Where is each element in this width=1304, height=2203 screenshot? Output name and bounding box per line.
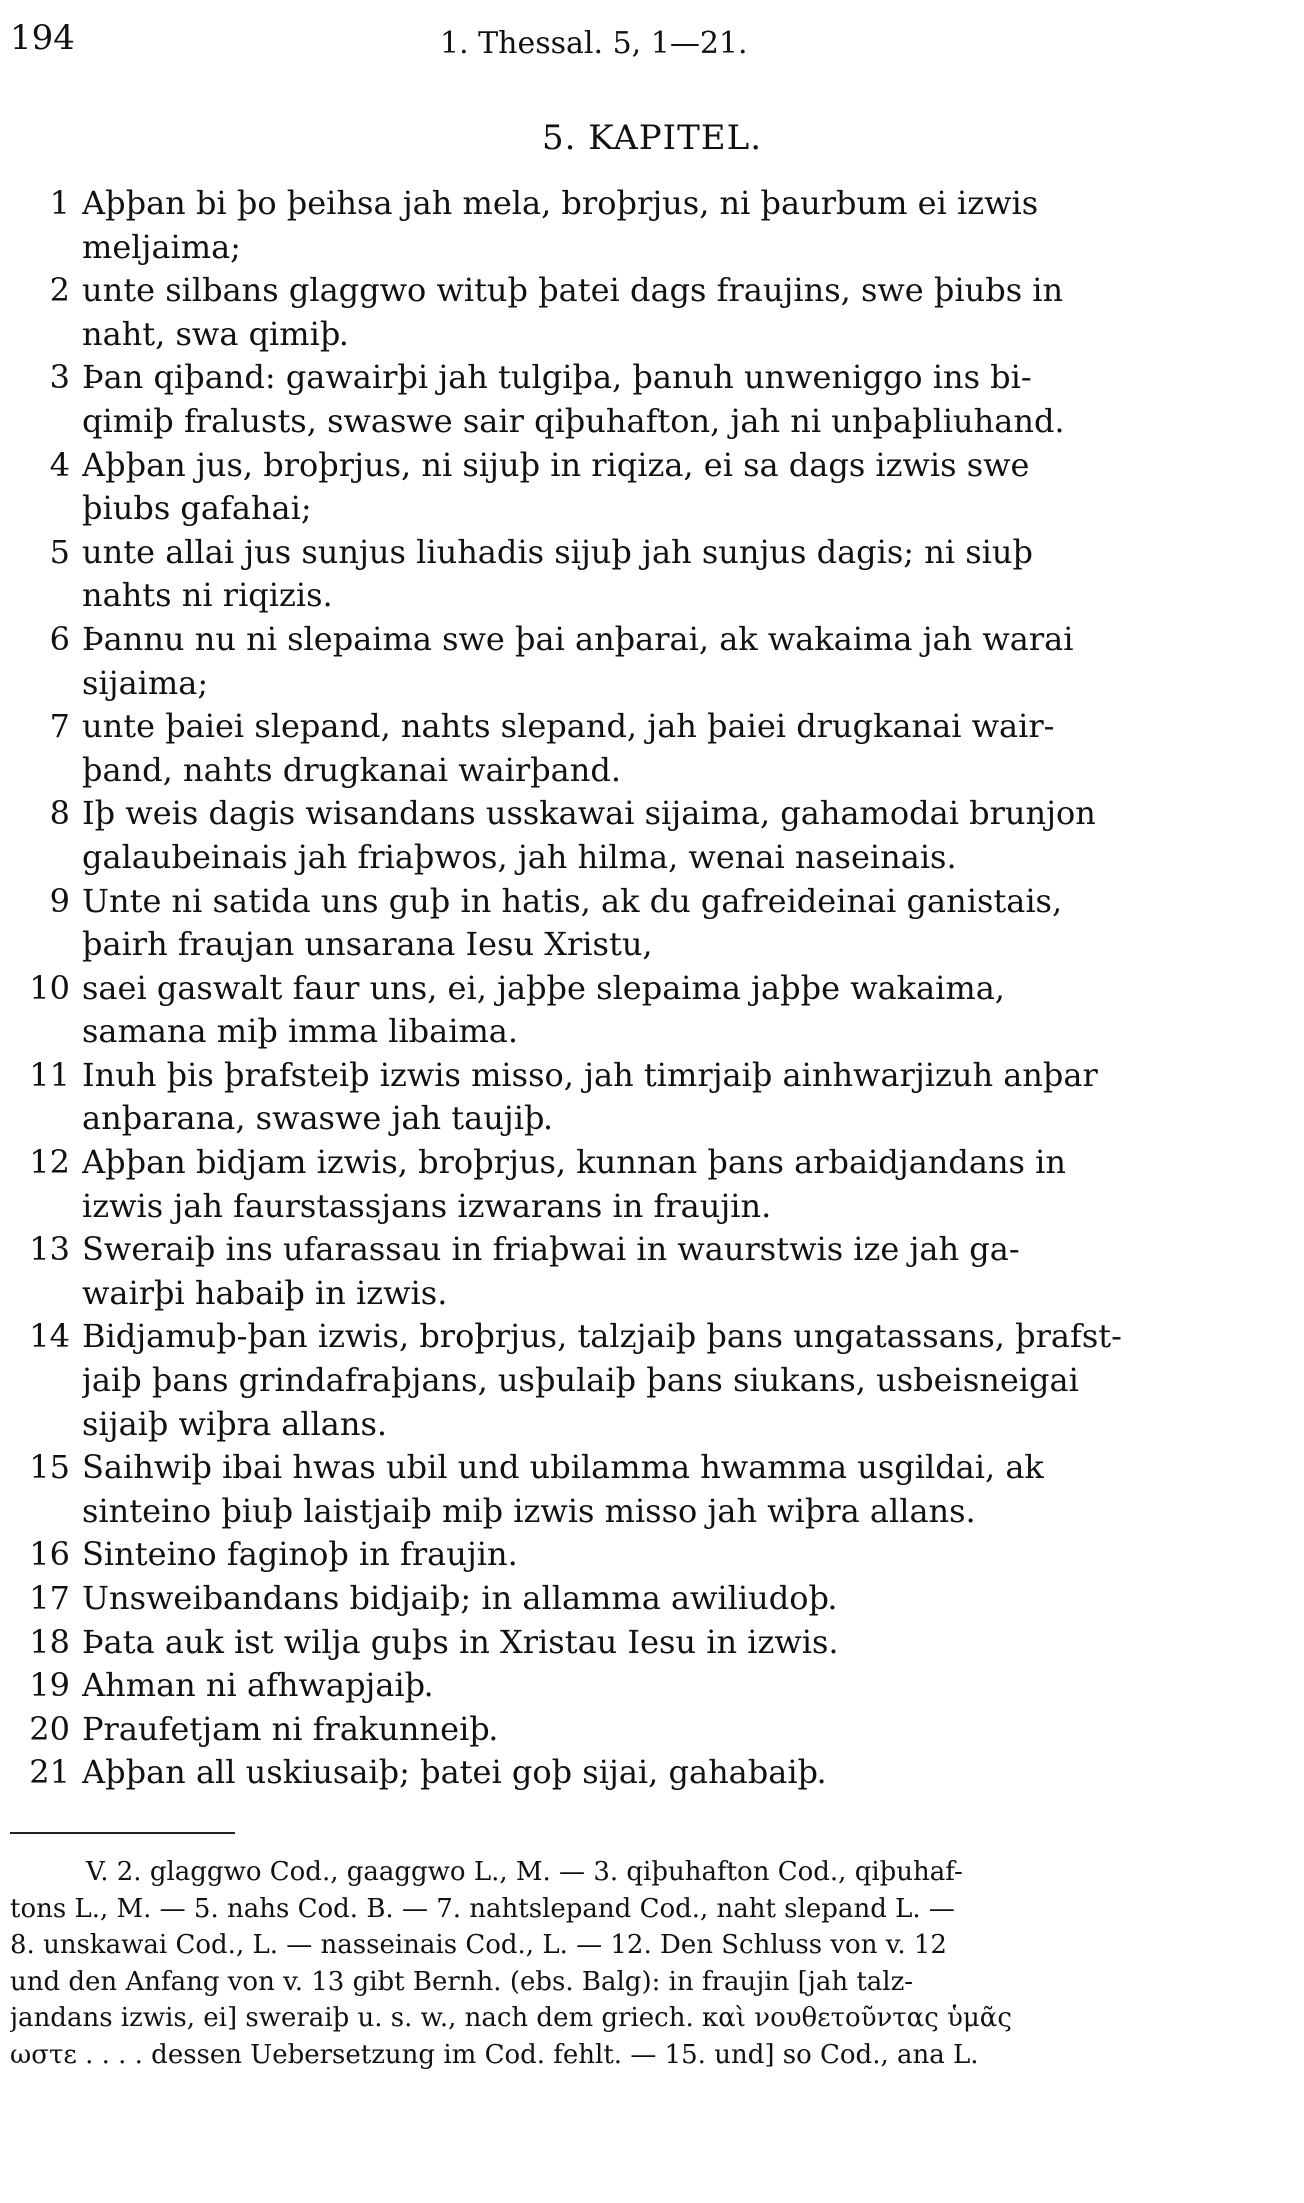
verse [10,1533,1190,1577]
verse-number: 14 [29,1317,70,1356]
verse-line: Þannu nu ni slepaima swe þai anþarai, ak wakaima jah warai [82,619,1074,658]
verse-line: Bidjamuþ-þan izwis, broþrjus, talzjaiþ þans ungatassans, þrafst- [82,1317,1122,1356]
verse-text [82,792,1190,879]
verse-number: 7 [49,707,70,746]
verse-number: 6 [49,619,70,658]
verse-line: þiubs gafahai; [82,489,312,528]
verse-line: izwis jah faurstassjans izwarans in fraujin. [82,1186,772,1225]
verse-line: Þata auk ist wilja guþs in Xristau Iesu in izwis. [82,1622,839,1661]
verse-text [82,880,1190,967]
verse-number: 16 [29,1535,70,1574]
verse-number: 1 [49,184,70,222]
page-header [10,18,1244,78]
verse-line: Praufetjam ni frakunneiþ. [82,1709,499,1748]
verse-line: Aþþan all uskiusaiþ; þatei goþ sijai, gahabaiþ. [82,1753,827,1792]
verse-text [82,1054,1190,1141]
verse [10,705,1190,792]
footnote-line: und den Anfang von v. 13 gibt Bernh. (ebs. Balg): in fraujin [jah talz- [10,1966,914,1997]
verse-text [82,531,1190,618]
verse [10,1446,1190,1533]
verse-line: sijaima; [82,663,209,702]
verse-number: 4 [49,445,70,484]
verse [10,356,1190,443]
footnote-line: 8. unskawai Cod., L. — nasseinais Cod., L. — 12. Den Schluss von v. 12 [10,1930,947,1961]
footnote-divider [10,1832,235,1834]
verse-number: 10 [29,968,70,1007]
verse [10,1751,1190,1795]
verse-line: wairþi habaiþ in izwis. [82,1273,448,1312]
verse-text [82,1621,1190,1665]
verse-number: 21 [29,1753,70,1792]
verse [10,1315,1190,1446]
verse-line: Iþ weis dagis wisandans usskawai sijaima, gahamodai brunjon [82,794,1096,833]
chapter-title: 5. KAPITEL. [541,118,762,158]
verse-text [82,1141,1190,1228]
footnote-line: tons L., M. — 5. nahs Cod. B. — 7. nahtslepand Cod., naht slepand L. — [10,1893,955,1924]
verse-line: Sweraiþ ins ufarassau in friaþwai in waurstwis ize jah ga- [82,1230,1020,1269]
footnote-line: ωστε . . . . dessen Uebersetzung im Cod. fehlt. — 15. und] so Cod., ana L. [10,2039,979,2070]
verse-line: Ahman ni afhwapjaiþ. [82,1666,434,1705]
verse-number: 8 [49,794,70,833]
verse [10,1664,1190,1708]
verse [10,1141,1190,1228]
verse-line: Unsweibandans bidjaiþ; in allamma awiliudoþ. [82,1579,838,1617]
verse-line: meljaima; [82,227,241,266]
verse-line: Aþþan bidjam izwis, broþrjus, kunnan þans arbaidjandans in [82,1143,1066,1182]
verse-number: 17 [29,1579,70,1617]
verse-text [82,1533,1190,1577]
verse-line: qimiþ fralusts, swaswe sair qiþuhafton, jah ni unþaþliuhand. [82,401,1065,440]
verse-line: jaiþ þans grindafraþjans, usþulaiþ þans siukans, usbeisneigai [82,1361,1079,1400]
verse-line: naht, swa qimiþ. [82,314,349,353]
page-number: 194 [10,18,75,58]
footnotes [10,1854,1190,2074]
verse-text [82,1751,1190,1795]
verse-number: 19 [29,1666,70,1705]
verse-line: Saihwiþ ibai hwas ubil und ubilamma hwamma usgildai, ak [82,1448,1044,1487]
verse-text [82,1315,1190,1446]
verse-number: 9 [49,881,70,920]
verse-line: Þan qiþand: gawairþi jah tulgiþa, þanuh unweniggo ins bi- [82,358,1032,397]
verse-number: 11 [29,1055,70,1094]
verse-text [82,618,1190,705]
verse-text [82,182,1190,269]
verse-text [82,356,1190,443]
verse-line: þand, nahts drugkanai wairþand. [82,750,622,789]
verse-line: sinteino þiuþ laistjaiþ miþ izwis misso jah wiþra allans. [82,1491,976,1530]
running-title: 1. Thessal. 5, 1—21. [440,26,748,61]
verse-list [10,182,1190,1795]
verse-text [82,444,1190,531]
verse-line: Aþþan bi þo þeihsa jah mela, broþrjus, ni þaurbum ei izwis [82,184,1039,222]
verse-line: unte þaiei slepand, nahts slepand, jah þaiei drugkanai wair- [82,707,1055,746]
verse [10,1577,1190,1621]
verse-number: 18 [29,1622,70,1661]
verse-line: sijaiþ wiþra allans. [82,1404,388,1443]
verse [10,444,1190,531]
verse-line: Sinteino faginoþ in fraujin. [82,1535,518,1574]
verse [10,967,1190,1054]
verse [10,269,1190,356]
verse-line: Aþþan jus, broþrjus, ni sijuþ in riqiza, ei sa dags izwis swe [82,445,1030,484]
verse [10,792,1190,879]
verse-line: anþarana, swaswe jah taujiþ. [82,1099,554,1138]
verse-text [82,705,1190,792]
verse-line: þairh fraujan unsarana Iesu Xristu, [82,925,653,964]
verse [10,880,1190,967]
verse-text [82,1228,1190,1315]
verse [10,618,1190,705]
verse-text [82,1446,1190,1533]
verse-line: unte allai jus sunjus liuhadis sijuþ jah sunjus dagis; ni siuþ [82,532,1033,571]
verse-text [82,269,1190,356]
verse-line: galaubeinais jah friaþwos, jah hilma, wenai naseinais. [82,837,957,876]
verse [10,1228,1190,1315]
footnote-line: V. 2. glaggwo Cod., gaaggwo L., M. — 3. qiþuhafton Cod., qiþuhaf- [86,1857,963,1887]
verse-number: 2 [49,271,70,310]
verse-number: 13 [29,1230,70,1269]
verse [10,1621,1190,1665]
verse-text [82,967,1190,1054]
verse-number: 5 [49,532,70,571]
verse-text [82,1664,1190,1708]
verse [10,1708,1190,1752]
verse [10,1054,1190,1141]
verse-line: saei gaswalt faur uns, ei, jaþþe slepaima jaþþe wakaima, [82,968,1005,1007]
verse-line: Inuh þis þrafsteiþ izwis misso, jah timrjaiþ ainhwarjizuh anþar [82,1055,1098,1094]
footnote-line: jandans izwis, ei] sweraiþ u. s. w., nach dem griech. καὶ νουθετοῦντας ὑμᾶς [10,2003,1012,2034]
verse-line: unte silbans glaggwo wituþ þatei dags fraujins, swe þiubs in [82,271,1064,310]
verse [10,531,1190,618]
verse-text [82,1708,1190,1752]
verse-number: 3 [49,358,70,397]
verse-number: 15 [29,1448,70,1487]
verse-line: nahts ni riqizis. [82,576,333,615]
verse-line: Unte ni satida uns guþ in hatis, ak du gafreideinai ganistais, [82,881,1063,920]
verse [10,182,1190,269]
verse-text [82,1577,1190,1621]
verse-number: 12 [29,1143,70,1182]
verse-number: 20 [29,1709,70,1748]
verse-line: samana miþ imma libaima. [82,1012,519,1051]
